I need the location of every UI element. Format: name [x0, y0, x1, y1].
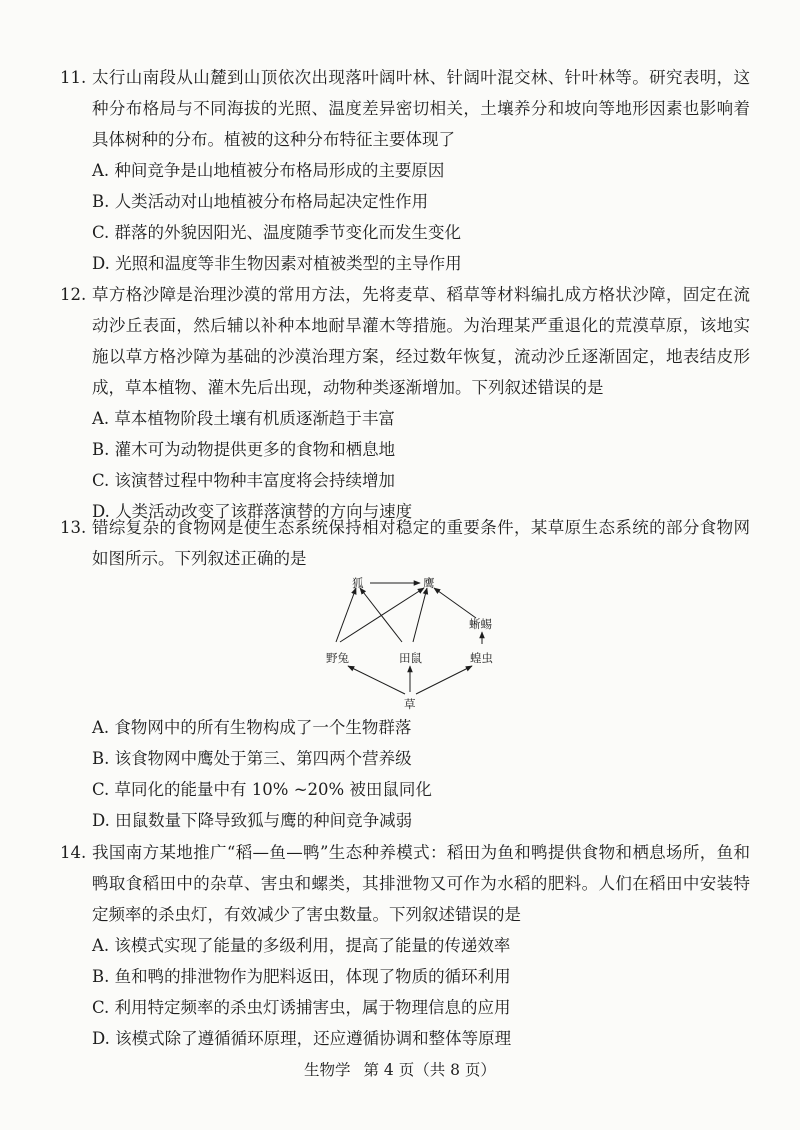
question-11 [60, 62, 750, 279]
option-b: B. 该食物网中鹰处于第三、第四两个营养级 [92, 749, 412, 768]
question-12 [60, 279, 750, 527]
footer-subject: 生物学 [304, 1061, 351, 1079]
node-eagle: 鹰 [423, 576, 435, 590]
option-d: D. 该模式除了遵循循环原理，还应遵循协调和整体等原理 [92, 1029, 512, 1048]
arrow-grass-locust [416, 666, 472, 694]
question-stem [60, 62, 750, 155]
arrow-grass-rabbit [348, 666, 405, 694]
footer-page-number: 第 4 页（共 8 页） [363, 1061, 496, 1079]
question-number: 13. [60, 518, 87, 537]
question-number: 11. [60, 68, 87, 87]
question-13 [60, 512, 750, 574]
option-a: A. 种间竞争是山地植被分布格局形成的主要原因 [92, 161, 445, 180]
option-d: D. 田鼠数量下降导致狐与鹰的种间竞争减弱 [92, 811, 413, 830]
question-13-options [60, 712, 750, 836]
question-stem [60, 279, 750, 403]
question-text: 我国南方某地推广“稻—鱼—鸭”生态种养模式：稻田为鱼和鸭提供食物和栖息场所，鱼和鸭取食稻田中的杂草、害虫和螺类，其排泄物又可作为水稻的肥料。人们在稻田中安装特定频率的杀虫灯，有效减少了害虫数量。下列叙述错误的是 [92, 843, 750, 924]
node-lizard: 蜥蜴 [469, 617, 492, 631]
node-fox: 狐 [352, 576, 364, 590]
question-number: 14. [60, 843, 87, 862]
question-text: 草方格沙障是治理沙漠的常用方法，先将麦草、稻草等材料编扎成方格状沙障，固定在流动沙丘表面，然后辅以补种本地耐旱灌木等措施。为治理某严重退化的荒漠草原，该地实施以草方格沙障为基础的沙漠治理方案，经过数年恢复，流动沙丘逐渐固定，地表结皮形成，草本植物、灌木先后出现，动物种类逐渐增加。下列叙述错误的是 [92, 285, 750, 397]
option-b: B. 鱼和鸭的排泄物作为肥料返田，体现了物质的循环利用 [92, 967, 511, 986]
option-c: C. 利用特定频率的杀虫灯诱捕害虫，属于物理信息的应用 [92, 998, 511, 1017]
question-stem [60, 837, 750, 930]
node-grass: 草 [404, 697, 416, 711]
node-rabbit: 野兔 [326, 651, 349, 665]
option-b: B. 灌木可为动物提供更多的食物和栖息地 [92, 440, 396, 459]
node-mouse: 田鼠 [399, 651, 422, 665]
question-stem [60, 512, 750, 574]
option-a: A. 食物网中的所有生物构成了一个生物群落 [92, 718, 412, 737]
option-d: D. 光照和温度等非生物因素对植被类型的主导作用 [92, 254, 462, 273]
question-text: 错综复杂的食物网是使生态系统保持相对稳定的重要条件，某草原生态系统的部分食物网如图所示。下列叙述正确的是 [92, 518, 750, 568]
option-c: C. 群落的外貌因阳光、温度随季节变化而发生变化 [92, 223, 462, 242]
question-text: 太行山南段从山麓到山顶依次出现落叶阔叶林、针阔叶混交林、针叶林等。研究表明，这种分布格局与不同海拔的光照、温度差异密切相关，土壤养分和坡向等地形因素也影响着具体树种的分布。植被的这种分布特征主要体现了 [92, 68, 750, 149]
food-web-diagram [320, 566, 520, 716]
option-b: B. 人类活动对山地植被分布格局起决定性作用 [92, 192, 429, 211]
option-a: A. 草本植物阶段土壤有机质逐渐趋于丰富 [92, 409, 395, 428]
arrow-mouse-fox [360, 588, 402, 642]
question-number: 12. [60, 285, 87, 304]
option-a: A. 该模式实现了能量的多级利用，提高了能量的传递效率 [92, 936, 511, 955]
node-locust: 蝗虫 [470, 651, 493, 665]
arrow-mouse-eagle [413, 588, 427, 642]
question-14 [60, 837, 750, 1054]
option-c: C. 草同化的能量中有 10% ~20% 被田鼠同化 [92, 780, 432, 799]
option-c: C. 该演替过程中物种丰富度将会持续增加 [92, 471, 396, 490]
page-footer [0, 1058, 800, 1080]
arrow-lizard-eagle [434, 588, 476, 618]
option-d: D. 人类活动改变了该群落演替的方向与速度 [92, 502, 413, 521]
